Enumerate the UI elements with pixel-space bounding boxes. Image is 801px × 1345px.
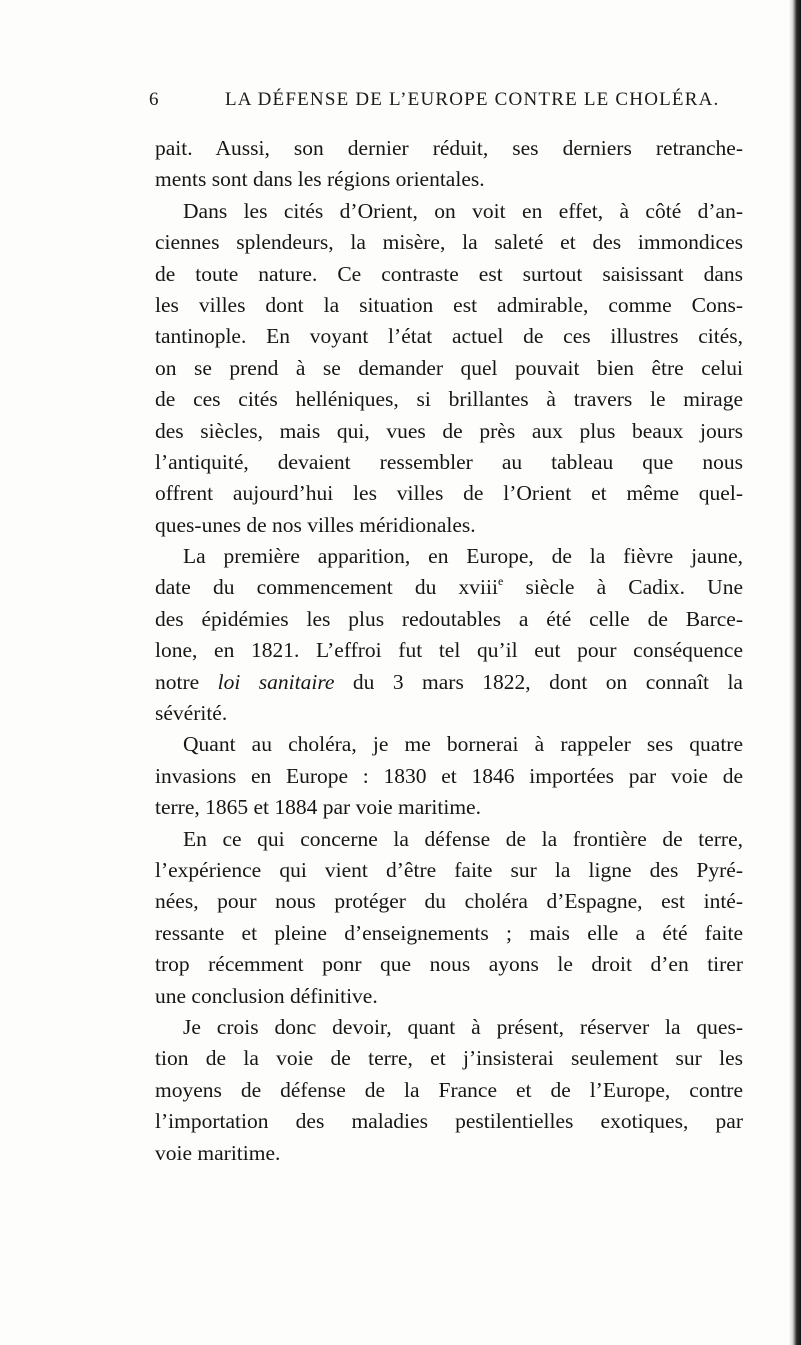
text-line: voie maritime. <box>155 1140 281 1165</box>
text-line: ments sont dans les régions orientales. <box>155 167 485 192</box>
text-line: offrent aujourd’hui les villes de l’Orient et même quel- <box>155 481 743 506</box>
text-line: l’expérience qui vient d’être faite sur la ligne des Pyré- <box>155 857 743 882</box>
text-line: l’antiquité, devaient ressembler au tableau que nous <box>155 449 743 474</box>
text-line: on se prend à se demander quel pouvait bien être celui <box>155 355 743 380</box>
text-line: les villes dont la situation est admirable, comme Cons- <box>155 292 743 317</box>
text-line: lone, en 1821. L’effroi fut tel qu’il eut pour conséquence <box>155 638 743 663</box>
paragraph-start-line: Je crois donc devoir, quant à présent, réserver la ques- <box>183 1014 743 1039</box>
page-number: 6 <box>149 89 160 110</box>
line-segment: notre <box>155 669 218 694</box>
body-text <box>155 133 743 1169</box>
running-title: LA DÉFENSE DE L’EUROPE CONTRE LE CHOLÉRA. <box>225 89 720 110</box>
text-line: de ces cités helléniques, si brillantes à travers le mirage <box>155 387 743 412</box>
italic-law-title: loi sanitaire <box>217 669 335 694</box>
text-line: moyens de défense de la France et de l’Europe, contre <box>155 1077 743 1102</box>
text-line: tion de la voie de terre, et j’insisterai seulement sur les <box>155 1046 743 1071</box>
text-line: ques-unes de nos villes méridionales. <box>155 512 476 537</box>
text-line <box>155 667 743 698</box>
text-line: des épidémies les plus redoutables a été celle de Barce- <box>155 606 743 631</box>
paragraph-start-line: Dans les cités d’Orient, on voit en effet, à côté d’an- <box>183 198 743 223</box>
text-line: sévérité. <box>155 701 228 726</box>
paragraph-start-line: En ce qui concerne la défense de la frontière de terre, <box>183 826 743 851</box>
paragraph-start-line: La première apparition, en Europe, de la fièvre jaune, <box>183 544 743 569</box>
text-line: une conclusion définitive. <box>155 983 378 1008</box>
paragraph-start-line: Quant au choléra, je me bornerai à rappeler ses quatre <box>183 732 743 757</box>
superscript-e: e <box>497 574 504 589</box>
text-line: nées, pour nous protéger du choléra d’Espagne, est inté- <box>155 889 743 914</box>
line-segment: siècle à Cadix. Une <box>503 575 743 600</box>
text-line: l’importation des maladies pestilentielles exotiques, par <box>155 1109 743 1134</box>
line-segment: du 3 mars 1822, dont on connaît la <box>334 669 743 694</box>
line-segment: date du commencement du xviii <box>155 575 498 600</box>
running-header <box>149 89 739 119</box>
text-line: ressante et pleine d’enseignements ; mais elle a été faite <box>155 920 743 945</box>
text-line: pait. Aussi, son dernier réduit, ses derniers retranche- <box>155 136 743 160</box>
text-line: trop récemment ponr que nous ayons le droit d’en tirer <box>155 952 743 977</box>
text-line: terre, 1865 et 1884 par voie maritime. <box>155 795 481 820</box>
page-edge-shadow <box>789 0 801 1345</box>
text-line: des siècles, mais qui, vues de près aux plus beaux jours <box>155 418 743 443</box>
text-line <box>155 572 743 603</box>
text-line: tantinople. En voyant l’état actuel de ces illustres cités, <box>155 324 743 349</box>
text-line: ciennes splendeurs, la misère, la saleté et des immondices <box>155 230 743 255</box>
text-line: invasions en Europe : 1830 et 1846 importées par voie de <box>155 763 743 788</box>
text-line: de toute nature. Ce contraste est surtout saisissant dans <box>155 261 743 286</box>
